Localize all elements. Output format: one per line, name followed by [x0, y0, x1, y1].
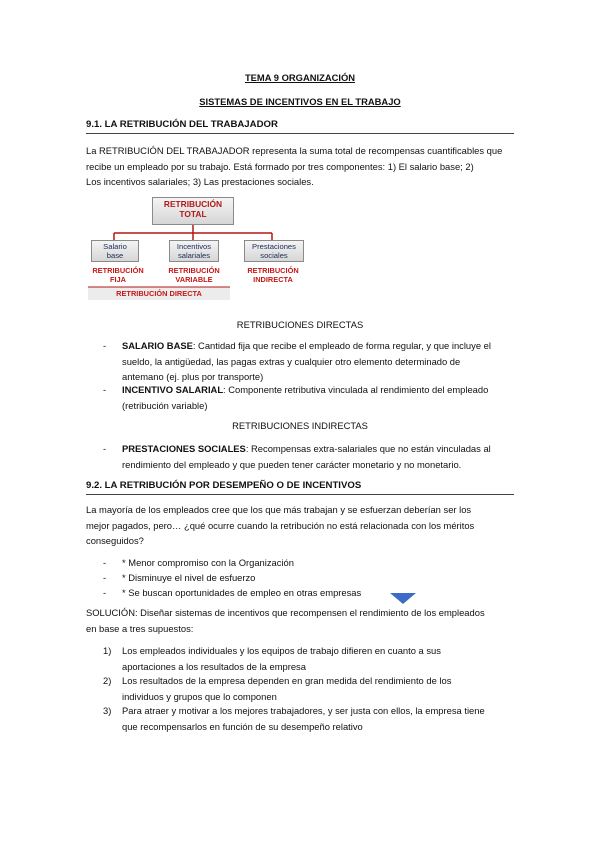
salary-base-box: Salario base	[91, 240, 139, 262]
bullet-dash: -	[103, 557, 107, 568]
retribution-diagram	[86, 193, 308, 301]
document-subtitle: SISTEMAS DE INCENTIVOS EN EL TRABAJO	[199, 96, 401, 107]
term: SALARIO BASE	[122, 340, 193, 351]
assumption-item: Para atraer y motivar a los mejores trabajadores, y ser justa con ellos, la empresa tiene que recompensarlos en función de su desempeño relativo	[122, 705, 485, 732]
list-number: 2)	[103, 675, 112, 686]
term: INCENTIVO SALARIAL	[122, 384, 224, 395]
intro-line: recibe un empleado por su trabajo. Está formado por tres componentes: 1) El salario base; 2)	[86, 160, 474, 172]
salary-incentives-box: Incentivos salariales	[169, 240, 219, 262]
indirect-retribution-label: RETRIBUCIÓN INDIRECTA	[247, 266, 299, 284]
consequence-item: * Disminuye el nivel de esfuerzo	[122, 572, 256, 583]
section-heading-1: 9.1. LA RETRIBUCIÓN DEL TRABAJADOR	[86, 118, 514, 134]
variable-retribution-label: RETRIBUCIÓN VARIABLE	[168, 266, 220, 284]
assumption-item: Los resultados de la empresa dependen en gran medida del rendimiento de los individuos y grupos que lo componen	[122, 675, 452, 702]
bullet-dash: -	[103, 443, 107, 454]
bullet-dash: -	[103, 587, 107, 598]
indirect-retributions-title: RETRIBUCIONES INDIRECTAS	[232, 420, 368, 431]
term: PRESTACIONES SOCIALES	[122, 443, 246, 454]
bullet-dash: -	[103, 384, 107, 395]
down-arrow-icon	[390, 593, 416, 604]
consequence-item: * Menor compromiso con la Organización	[122, 557, 294, 568]
direct-retributions-title: RETRIBUCIONES DIRECTAS	[236, 319, 364, 330]
section-heading-2: 9.2. LA RETRIBUCIÓN POR DESEMPEÑO O DE INCENTIVOS	[86, 479, 514, 495]
consequence-item: * Se buscan oportunidades de empleo en otras empresas	[122, 587, 362, 598]
list-number: 3)	[103, 705, 112, 716]
bullet-dash: -	[103, 340, 107, 351]
total-retribution-box: RETRIBUCIÓN TOTAL	[152, 197, 234, 225]
list-item-social-benefits: PRESTACIONES SOCIALES: Recompensas extra-salariales que no están vinculadas al rendimiento del empleado y que pueden tener carácter monetario y no monetario.	[122, 443, 491, 470]
section1-intro	[86, 143, 516, 190]
direct-retribution-label: RETRIBUCIÓN DIRECTA	[116, 289, 202, 298]
document-title: TEMA 9 ORGANIZACIÓN	[244, 72, 356, 83]
list-item-salary-base: SALARIO BASE: Cantidad fija que recibe el empleado de forma regular, y que incluye el sueldo, la antigüedad, las pagas extras y cualquier otro elemento determinado de antemano (ej. plus por transporte)	[122, 340, 491, 382]
list-item-salary-incentive: INCENTIVO SALARIAL: Componente retributiva vinculada al rendimiento del empleado (retribución variable)	[122, 384, 489, 411]
assumption-item: Los empleados individuales y los equipos de trabajo difieren en cuanto a sus aportaciones a los resultados de la empresa	[122, 645, 441, 672]
list-number: 1)	[103, 645, 112, 656]
fixed-retribution-label: RETRIBUCIÓN FIJA	[92, 266, 144, 284]
section2-intro: La mayoría de los empleados cree que los que más trabajan y se esfuerzan deberían ser los mejor pagados, pero… ¿qué ocurre cuando la retribución no está relacionada con los méritos conseguidos?	[86, 504, 475, 546]
solution-paragraph: SOLUCIÓN: Diseñar sistemas de incentivos que recompensen el rendimiento de los empleados en base a tres supuestos:	[86, 607, 485, 634]
social-benefits-box: Prestaciones sociales	[244, 240, 304, 262]
intro-line: Los incentivos salariales; 3) Las prestaciones sociales.	[86, 176, 314, 187]
bullet-dash: -	[103, 572, 107, 583]
intro-line: La RETRIBUCIÓN DEL TRABAJADOR representa la suma total de recompensas cuantificables que	[86, 145, 503, 156]
